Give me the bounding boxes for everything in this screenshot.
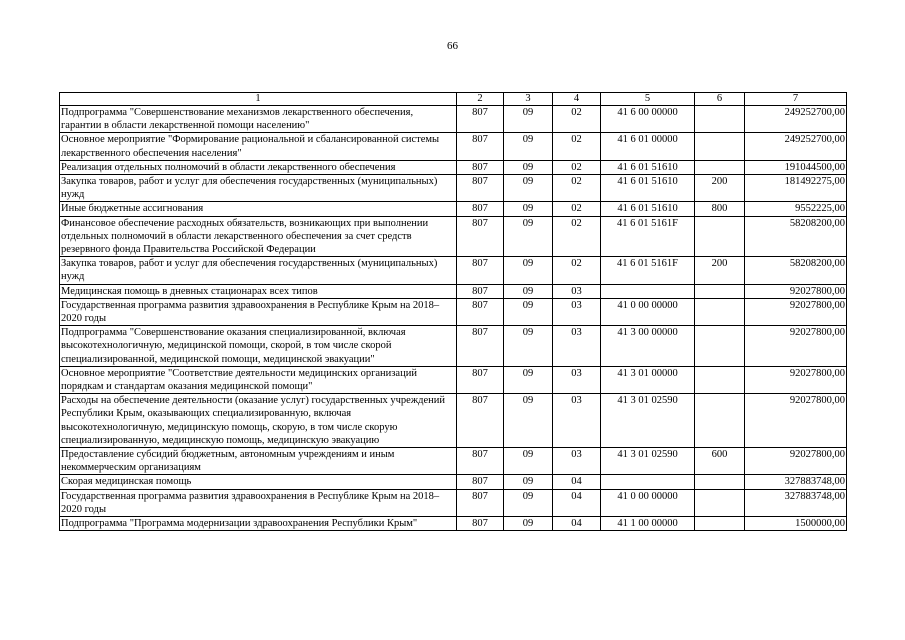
amount-cell: 9552225,00 [745,202,847,216]
table-row [60,448,847,475]
target-article-cell: 41 6 01 5161F [601,216,695,257]
expense-type-cell [695,517,745,531]
row-name-cell: Основное мероприятие "Соответствие деятельности медицинских организаций порядкам и стандартам оказания медицинской помощи" [60,366,457,393]
row-name-cell: Основное мероприятие "Формирование рациональной и сбалансированной системы лекарственного обеспечения населения" [60,133,457,160]
column-header: 3 [504,93,553,106]
target-article-cell: 41 6 01 51610 [601,175,695,202]
ministry-code-cell: 807 [457,284,504,298]
ministry-code-cell: 807 [457,475,504,489]
ministry-code-cell: 807 [457,106,504,133]
expense-type-cell [695,394,745,448]
table-body [60,106,847,531]
table-row [60,133,847,160]
row-name-cell: Реализация отдельных полномочий в области лекарственного обеспечения [60,160,457,174]
table-row [60,517,847,531]
expense-type-cell [695,475,745,489]
section-code-cell: 09 [504,517,553,531]
subsection-code-cell: 03 [553,298,601,325]
ministry-code-cell: 807 [457,175,504,202]
target-article-cell: 41 3 01 00000 [601,366,695,393]
expense-type-cell [695,298,745,325]
target-article-cell: 41 6 00 00000 [601,106,695,133]
table-row [60,489,847,516]
target-article-cell [601,284,695,298]
section-code-cell: 09 [504,448,553,475]
amount-cell: 92027800,00 [745,326,847,367]
subsection-code-cell: 02 [553,175,601,202]
ministry-code-cell: 807 [457,202,504,216]
expense-type-cell [695,284,745,298]
table-row [60,257,847,284]
subsection-code-cell: 02 [553,257,601,284]
ministry-code-cell: 807 [457,489,504,516]
ministry-code-cell: 807 [457,133,504,160]
amount-cell: 92027800,00 [745,394,847,448]
column-header: 2 [457,93,504,106]
table-row [60,475,847,489]
table-row [60,216,847,257]
table-row [60,106,847,133]
amount-cell: 92027800,00 [745,298,847,325]
section-code-cell: 09 [504,366,553,393]
column-header: 7 [745,93,847,106]
column-header: 6 [695,93,745,106]
section-code-cell: 09 [504,216,553,257]
section-code-cell: 09 [504,394,553,448]
ministry-code-cell: 807 [457,448,504,475]
target-article-cell: 41 3 00 00000 [601,326,695,367]
target-article-cell [601,475,695,489]
target-article-cell: 41 6 01 00000 [601,133,695,160]
expense-type-cell [695,106,745,133]
subsection-code-cell: 04 [553,475,601,489]
row-name-cell: Медицинская помощь в дневных стационарах всех типов [60,284,457,298]
row-name-cell: Предоставление субсидий бюджетным, автономным учреждениям и иным некоммерческим организациям [60,448,457,475]
amount-cell: 58208200,00 [745,216,847,257]
expense-type-cell [695,326,745,367]
section-code-cell: 09 [504,175,553,202]
column-header: 4 [553,93,601,106]
subsection-code-cell: 03 [553,326,601,367]
expense-type-cell [695,160,745,174]
table-row [60,366,847,393]
amount-cell: 92027800,00 [745,284,847,298]
subsection-code-cell: 03 [553,448,601,475]
row-name-cell: Закупка товаров, работ и услуг для обеспечения государственных (муниципальных) нужд [60,257,457,284]
page-number: 66 [447,40,458,52]
amount-cell: 181492275,00 [745,175,847,202]
subsection-code-cell: 02 [553,216,601,257]
budget-table [59,92,847,531]
amount-cell: 249252700,00 [745,133,847,160]
table-row [60,175,847,202]
amount-cell: 327883748,00 [745,489,847,516]
table-row [60,284,847,298]
target-article-cell: 41 3 01 02590 [601,448,695,475]
row-name-cell: Государственная программа развития здравоохранения в Республике Крым на 2018–2020 годы [60,489,457,516]
section-code-cell: 09 [504,257,553,284]
subsection-code-cell: 02 [553,160,601,174]
section-code-cell: 09 [504,284,553,298]
amount-cell: 92027800,00 [745,448,847,475]
subsection-code-cell: 03 [553,394,601,448]
target-article-cell: 41 3 01 02590 [601,394,695,448]
expense-type-cell: 600 [695,448,745,475]
amount-cell: 327883748,00 [745,475,847,489]
ministry-code-cell: 807 [457,257,504,284]
column-header: 5 [601,93,695,106]
section-code-cell: 09 [504,475,553,489]
row-name-cell: Закупка товаров, работ и услуг для обеспечения государственных (муниципальных) нужд [60,175,457,202]
subsection-code-cell: 02 [553,133,601,160]
target-article-cell: 41 1 00 00000 [601,517,695,531]
section-code-cell: 09 [504,160,553,174]
table-row [60,326,847,367]
row-name-cell: Финансовое обеспечение расходных обязательств, возникающих при выполнении отдельных полномочий в области лекарственного обеспечения за счет средств резервного фонда Правительства Российской Федерации [60,216,457,257]
section-code-cell: 09 [504,489,553,516]
row-name-cell: Государственная программа развития здравоохранения в Республике Крым на 2018–2020 годы [60,298,457,325]
section-code-cell: 09 [504,326,553,367]
ministry-code-cell: 807 [457,394,504,448]
ministry-code-cell: 807 [457,298,504,325]
table-row [60,298,847,325]
ministry-code-cell: 807 [457,326,504,367]
row-name-cell: Подпрограмма "Совершенствование оказания специализированной, включая высокотехнологичную, медицинской помощи, скорой, в том числе скорой специализированной, медицинской помощи, медицинской эвакуации" [60,326,457,367]
subsection-code-cell: 02 [553,202,601,216]
target-article-cell: 41 6 01 51610 [601,202,695,216]
subsection-code-cell: 04 [553,517,601,531]
ministry-code-cell: 807 [457,160,504,174]
expense-type-cell: 200 [695,257,745,284]
subsection-code-cell: 02 [553,106,601,133]
section-code-cell: 09 [504,202,553,216]
row-name-cell: Подпрограмма "Совершенствование механизмов лекарственного обеспечения, гарантии в области лекарственной помощи населению" [60,106,457,133]
row-name-cell: Иные бюджетные ассигнования [60,202,457,216]
table-row [60,394,847,448]
amount-cell: 1500000,00 [745,517,847,531]
expense-type-cell [695,133,745,160]
section-code-cell: 09 [504,106,553,133]
row-name-cell: Подпрограмма "Программа модернизации здравоохранения Республики Крым" [60,517,457,531]
table-row [60,160,847,174]
header-row [60,93,847,106]
target-article-cell: 41 0 00 00000 [601,298,695,325]
amount-cell: 58208200,00 [745,257,847,284]
row-name-cell: Скорая медицинская помощь [60,475,457,489]
row-name-cell: Расходы на обеспечение деятельности (оказание услуг) государственных учреждений Республики Крым, оказывающих специализированную, включая высокотехнологичную, медицинскую помощь, скорую, в том числе скорую специализированную, медицинскую помощь, медицинскую эвакуацию [60,394,457,448]
expense-type-cell: 800 [695,202,745,216]
subsection-code-cell: 03 [553,366,601,393]
target-article-cell: 41 0 00 00000 [601,489,695,516]
ministry-code-cell: 807 [457,517,504,531]
expense-type-cell [695,366,745,393]
amount-cell: 191044500,00 [745,160,847,174]
target-article-cell: 41 6 01 5161F [601,257,695,284]
amount-cell: 92027800,00 [745,366,847,393]
column-header: 1 [60,93,457,106]
ministry-code-cell: 807 [457,366,504,393]
subsection-code-cell: 03 [553,284,601,298]
expense-type-cell [695,489,745,516]
target-article-cell: 41 6 01 51610 [601,160,695,174]
section-code-cell: 09 [504,133,553,160]
amount-cell: 249252700,00 [745,106,847,133]
section-code-cell: 09 [504,298,553,325]
ministry-code-cell: 807 [457,216,504,257]
table-row [60,202,847,216]
subsection-code-cell: 04 [553,489,601,516]
expense-type-cell [695,216,745,257]
expense-type-cell: 200 [695,175,745,202]
